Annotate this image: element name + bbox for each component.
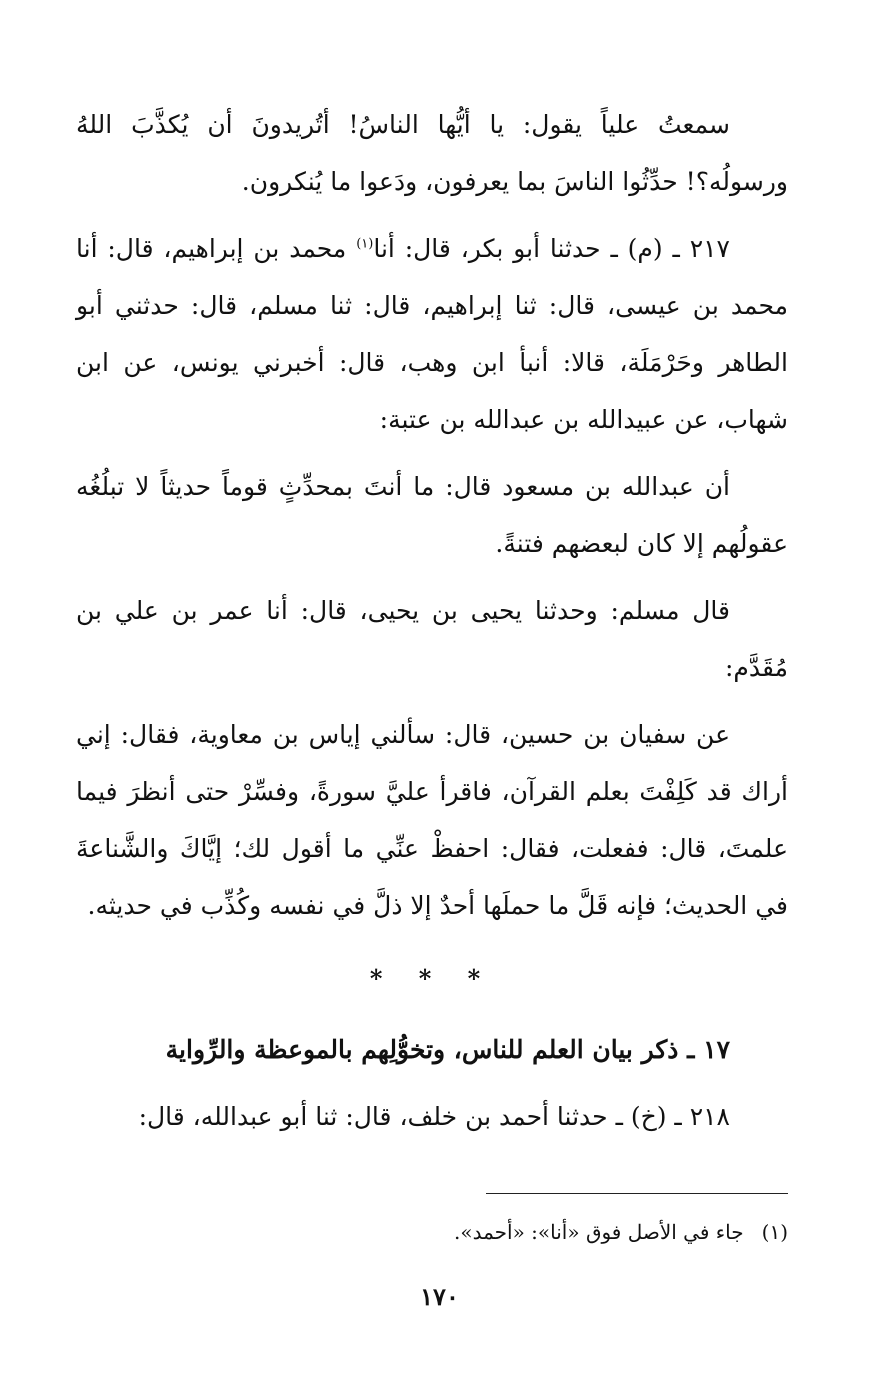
- paragraph-hadith-217: [76, 220, 788, 448]
- footnote-text: جاء في الأصل فوق «أنا»: «أحمد».: [454, 1220, 744, 1244]
- section-divider-stars: * * *: [369, 964, 495, 993]
- paragraph-ibn-masud: أن عبدالله بن مسعود قال: ما أنتَ بمحدِّثٍ قوماً حديثاً لا تبلُغُه عقولُهم إلا كان لبعضهم فتنةً.: [76, 472, 788, 558]
- page-number: ١٧٠: [420, 1282, 459, 1311]
- paragraph-muslim: قال مسلم: وحدثنا يحيى بن يحيى، قال: أنا عمر بن علي بن مُقَدَّم:: [76, 596, 788, 682]
- paragraph-hadith-218: ٢١٨ ـ (خ) ـ حدثنا أحمد بن خلف، قال: ثنا أبو عبدالله، قال:: [138, 1102, 730, 1131]
- paragraph-1: سمعتُ علياً يقول: يا أيُّها الناسُ! أتُريدونَ أن يُكذَّبَ اللهُ ورسولُه؟! حدِّثُوا الناسَ بما يعرفون، ودَعوا ما يُنكرون.: [76, 110, 788, 196]
- footnote-separator: [486, 1193, 788, 1194]
- footnote: [454, 1214, 788, 1250]
- paragraph-hadith-217-tail: محمد بن إبراهيم، قال: أنا محمد بن عيسى، قال: ثنا إبراهيم، قال: ثنا مسلم، قال: حدثني أبو الطاهر وحَرْمَلَة، قالا: أنبأ ابن وهب، قال: أخبرني يونس، عن ابن شهاب، عن عبيدالله بن عبدالله بن عتبة:: [76, 234, 788, 434]
- chapter-heading: ١٧ ـ ذكر بيان العلم للناس، وتخوُّلِهم بالموعظة والرِّواية: [165, 1035, 730, 1064]
- page-body: [76, 96, 788, 1145]
- paragraph-sufyan: عن سفيان بن حسين، قال: سألني إياس بن معاوية، فقال: إني أراك قد كَلِفْتَ بعلم القرآن، فاقرأ عليَّ سورةً، وفسِّرْ حتى أنظرَ فيما علمتَ، قال: ففعلت، فقال: احفظْ عنِّي ما أقول لك؛ إيَّاكَ والشَّناعةَ في الحديث؛ فإنه قَلَّ ما حملَها أحدٌ إلا ذلَّ في نفسه وكُذِّب في حديثه.: [76, 720, 788, 920]
- footnote-number: (١): [761, 1220, 788, 1244]
- footnote-reference: (١): [356, 236, 374, 252]
- paragraph-hadith-217-head: ٢١٧ ـ (م) ـ حدثنا أبو بكر، قال: أنا: [373, 234, 730, 263]
